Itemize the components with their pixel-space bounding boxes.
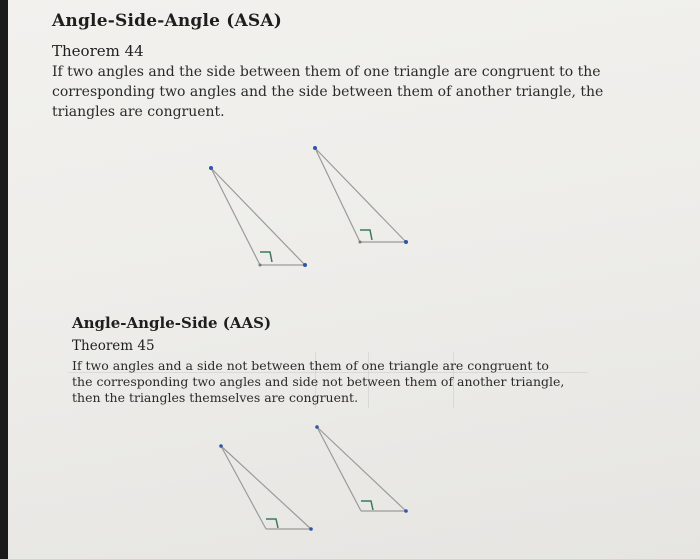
vertex-point [219,444,223,448]
aas-triangles-figure [8,0,700,559]
asa-theorem-label: Theorem 44 [52,42,144,60]
aas-theorem-line-2: the corresponding two angles and side not between them of another triangle, [72,374,565,389]
vertex-point [404,509,408,513]
aas-triangle-1 [221,446,311,529]
asa-theorem-line-2: corresponding two angles and the side between them of another triangle, the [52,84,604,100]
aas-heading: Angle-Angle-Side (AAS) [72,314,272,332]
aas-theorem-label: Theorem 45 [72,338,155,354]
aas-angle-mark-2 [361,501,373,510]
aas-theorem-line-1: If two angles and a side not between them of one triangle are congruent to [72,358,549,373]
asa-theorem-line-1: If two angles and the side between them of one triangle are congruent to the [52,64,601,80]
document-page [8,0,700,559]
aas-angle-mark-1 [266,519,278,528]
vertex-point [315,425,319,429]
vertex-point [309,527,313,531]
asa-heading: Angle-Side-Angle (ASA) [52,11,283,31]
aas-theorem-line-3: then the triangles themselves are congruent. [72,390,359,405]
aas-triangle-2 [317,427,406,511]
asa-theorem-line-3: triangles are congruent. [52,104,225,120]
